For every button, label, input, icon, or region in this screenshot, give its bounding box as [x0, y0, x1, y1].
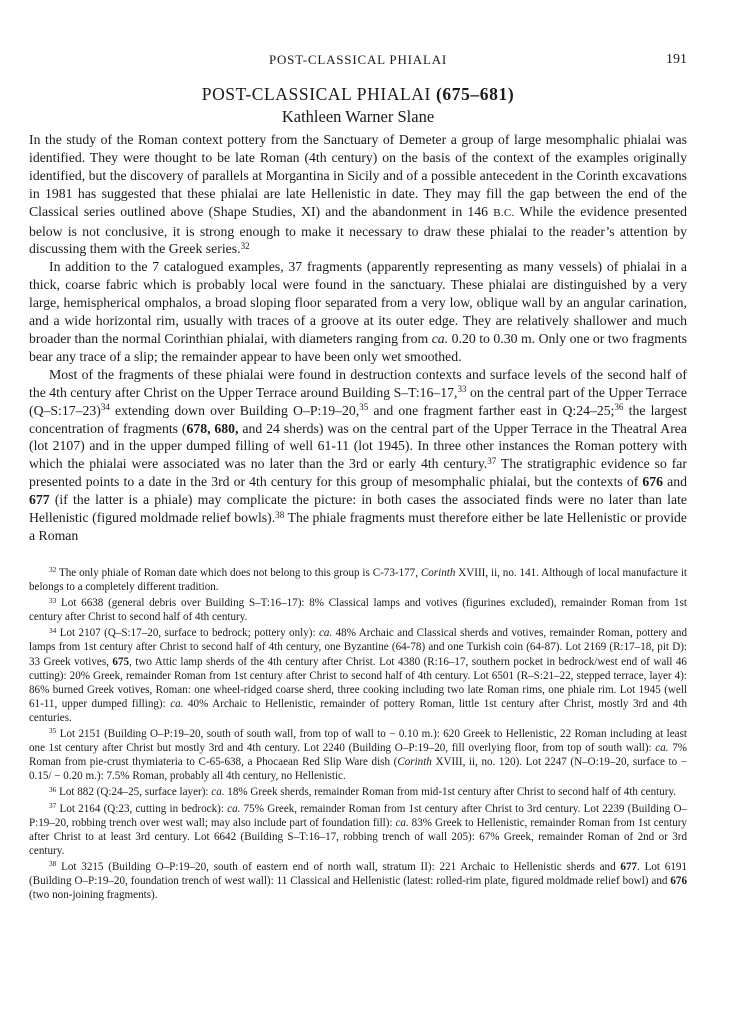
catalogue-number: 676: [642, 474, 664, 490]
footnote-ref: 36: [614, 402, 624, 413]
paragraph: [29, 366, 687, 545]
footnote: [29, 860, 687, 902]
footnote: [29, 596, 687, 624]
text-run: on the central part of the Upper Terrace (Q–S:17–23): [29, 384, 687, 418]
footnote-ref: 37: [49, 800, 57, 810]
page-number: 191: [666, 52, 687, 67]
footnote-ref: 34: [100, 402, 110, 413]
small-caps-text: B.C.: [493, 206, 515, 219]
text-run: 7% Roman from pie-crust thymiateria to C-65-638, a Phocaean Red Slip Ware dish (: [29, 742, 687, 769]
article-title-text: POST-CLASSICAL PHIALAI: [201, 84, 431, 104]
text-run: XVIII, ii, no. 120). Lot 2247 (N–O:19–20, surface to − 0.15/ − 0.20 m.): 7.5% Roman, probably all 4th century, no Hellenistic.: [29, 756, 687, 783]
text-run: extending down over Building O–P:19–20,: [109, 402, 360, 418]
catalogue-number: 676: [670, 874, 687, 887]
text-run: Lot 2107 (Q–S:17–20, surface to bedrock; pottery only):: [56, 627, 319, 640]
text-run: (if the latter is a phiale) may complicate the picture: in both cases the associated finds were no later than late Hellenistic (figured moldmade relief bowls).: [29, 492, 687, 526]
footnote-ref: 35: [359, 402, 369, 413]
italic-text: ca.: [395, 816, 409, 829]
author-name: Kathleen Warner Slane: [281, 107, 435, 126]
paragraph: [29, 131, 687, 258]
text-run: Lot 2164 (Q:23, cutting in bedrock):: [56, 802, 228, 815]
text-run: , two Attic lamp sherds of the 4th century after Christ. Lot 4380 (R:16–17, southern pocket in bedrock/west end of wall 46 cutting): 20% Greek, remainder Roman from 1st century after Christ to second half of 4th century. Lot 6501 (R–S:21–22, stepped terrace, layer 4): 86% burned Greek votives, Roman: one wheel-ridged coarse sherd, three cooking including two late Roman rims, one phiale rim. Lot 1945 (well 61-11, upper dumped filling):: [29, 655, 687, 710]
article-title-catalogue-range: (675–681): [435, 84, 515, 104]
text-run: 48% Archaic and Classical sherds and votives, remainder Roman, pottery and lamps from 1st century after Christ to second half of 4th century, one Byzantine (64-78) and one Turkish coin (64-87). Lot 2169 (R:17–18, pit D): 33 Greek votives,: [29, 627, 687, 668]
text-run: The phiale fragments must therefore either be late Hellenistic or provide a Roman: [29, 510, 687, 543]
paragraph: [29, 258, 687, 365]
text-run: 75% Greek, remainder Roman from 1st century after Christ to 3rd century. Lot 2239 (Building O–P:19–20, robbing trench over west wall; may also include part of foundation fill):: [29, 802, 688, 829]
footnote-ref: 33: [49, 595, 57, 605]
italic-text: ca.: [227, 802, 241, 815]
text-run: The stratigraphic evidence so far presented points to a date in the 3rd or 4th century for this group of mesomphalic phialai, but the contexts of: [29, 456, 687, 490]
text-run: (two non-joining fragments).: [29, 889, 158, 902]
footnote: [29, 727, 687, 783]
text-run: 40% Archaic to Hellenistic, remainder of pottery Roman, little 1st century after Christ, mostly 3rd and 4th centuries.: [29, 697, 687, 724]
italic-text: ca.: [431, 330, 449, 346]
footnote-ref: 32: [240, 240, 250, 251]
italic-text: Corinth: [420, 567, 456, 579]
italic-text: ca.: [318, 627, 333, 640]
catalogue-number: 677: [620, 860, 638, 873]
footnote: [29, 566, 687, 594]
footnote-ref: 36: [49, 784, 57, 794]
text-run: 18% Greek sherds, remainder Roman from mid-1st century after Christ to second half of 4th century.: [224, 786, 677, 799]
text-run: In the study of the Roman context pottery from the Sanctuary of Demeter a group of large mesomphalic phialai was identified. They were thought to be late Roman (4th century) on the basis of the context of the examples originally identified, but the discovery of parallels at Morgantina in Sicily and of a possible antecedent in the Corinth excavations in 1981 has suggested that these phialai are late Hellenistic in date. They may fill the gap between the end of the Classical series outlined above (Shape Studies, XI) and the abandonment in 146: [29, 132, 687, 219]
footnote: [29, 626, 687, 725]
italic-text: ca.: [655, 742, 669, 755]
text-run: and one fragment farther east in Q:24–25;: [368, 402, 615, 418]
footnote-ref: 34: [49, 625, 57, 635]
text-run: . Lot 6191 (Building O–P:19–20, foundation trench of west wall): 11 Classical and Hellenistic (latest: rolled-rim plate, figured moldmade relief bowl) and: [29, 860, 687, 887]
footnote: [29, 785, 687, 799]
text-run: Lot 3215 (Building O–P:19–20, south of eastern end of north wall, stratum II): 221 Archaic to Hellenistic sherds and: [56, 860, 621, 873]
footnote-ref: 37: [487, 455, 497, 466]
body-text: [29, 131, 687, 545]
text-run: Lot 2151 (Building O–P:19–20, south of south wall, from top of wall to − 0.10 m.): 620 Greek to Hellenistic, 22 Roman including at least one 1st century after Christ but mostly 3rd and 4th century. Lot 2240 (Building O–P:19–20, fill overlying floor, from top of south wall):: [29, 728, 687, 755]
footnote-ref: 32: [49, 565, 57, 575]
catalogue-number: 678, 680,: [186, 420, 239, 436]
text-run: In addition to the 7 catalogued examples, 37 fragments (apparently representing as many vessels) of phialai in a thick, coarse fabric which is probably local were found in the sanctuary. These phialai are distinguished by a very large, hemispherical omphalos, a broad sloping floor separated from a very low, oblique wall by an angular carination, and a wide horizontal rim, usually with traces of a groove at its outer edge. They are relatively shallower and much broader than the normal Corinthian phialai, with diameters ranging from: [29, 259, 687, 346]
text-run: Most of the fragments of these phialai were found in destruction contexts and surface levels of the second half of the 4th century after Christ on the Upper Terrace around Building S–T:16–17,: [29, 366, 687, 400]
text-run: and: [663, 474, 687, 490]
footnote-ref: 38: [275, 509, 285, 520]
footnote-ref: 35: [49, 726, 57, 736]
footnote-ref: 33: [457, 384, 467, 395]
text-run: 0.20 to 0.30 m. Only one or two fragments bear any trace of a slip; the remainder appear to have been only wet smoothed.: [29, 330, 687, 364]
text-run: and 24 sherds) was on the central part of the Upper Terrace in the Theatral Area (lot 2107) and in the upper dumped filling of well 61-11 (lot 1945). In three other instances the Roman pottery with which the phialai were associated was no later than the 3rd or early 4th century.: [29, 420, 688, 472]
text-run: Lot 6638 (general debris over Building S–T:16–17): 8% Classical lamps and votives (figurines excluded), remainder Roman from 1st century after Christ to second half of 4th century.: [29, 597, 687, 624]
text-run: the largest concentration of fragments (: [29, 402, 687, 436]
text-run: The only phiale of Roman date which does not belong to this group is C-73-177,: [56, 567, 421, 579]
text-run: XVIII, ii, no. 141. Although of local manufacture it belongs to a completely different tradition.: [29, 567, 687, 594]
running-head: [29, 52, 687, 70]
footnote-ref: 38: [49, 859, 57, 869]
catalogue-number: 675: [112, 655, 130, 668]
text-run: Lot 882 (Q:24–25, surface layer):: [56, 786, 212, 799]
running-head-title: POST-CLASSICAL PHIALAI: [268, 52, 448, 67]
text-run: While the evidence presented below is not conclusive, it is strong enough to make it necessary to draw these phialai to the reader’s attention by discussing them with the Greek series.: [29, 203, 688, 257]
italic-text: Corinth: [397, 756, 432, 769]
italic-text: ca.: [211, 786, 225, 799]
italic-text: ca.: [170, 697, 184, 710]
article-title: [29, 84, 687, 105]
catalogue-number: 677: [29, 492, 50, 508]
text-run: 83% Greek to Hellenistic, remainder Roman from 1st century after Christ to at least 3rd century. Lot 6642 (Building S–T:16–17, robbing trench of wall 205): 67% Greek, remainder Roman of 2nd or 3rd century.: [29, 816, 687, 857]
footnote: [29, 802, 687, 858]
footnotes: [29, 566, 687, 904]
